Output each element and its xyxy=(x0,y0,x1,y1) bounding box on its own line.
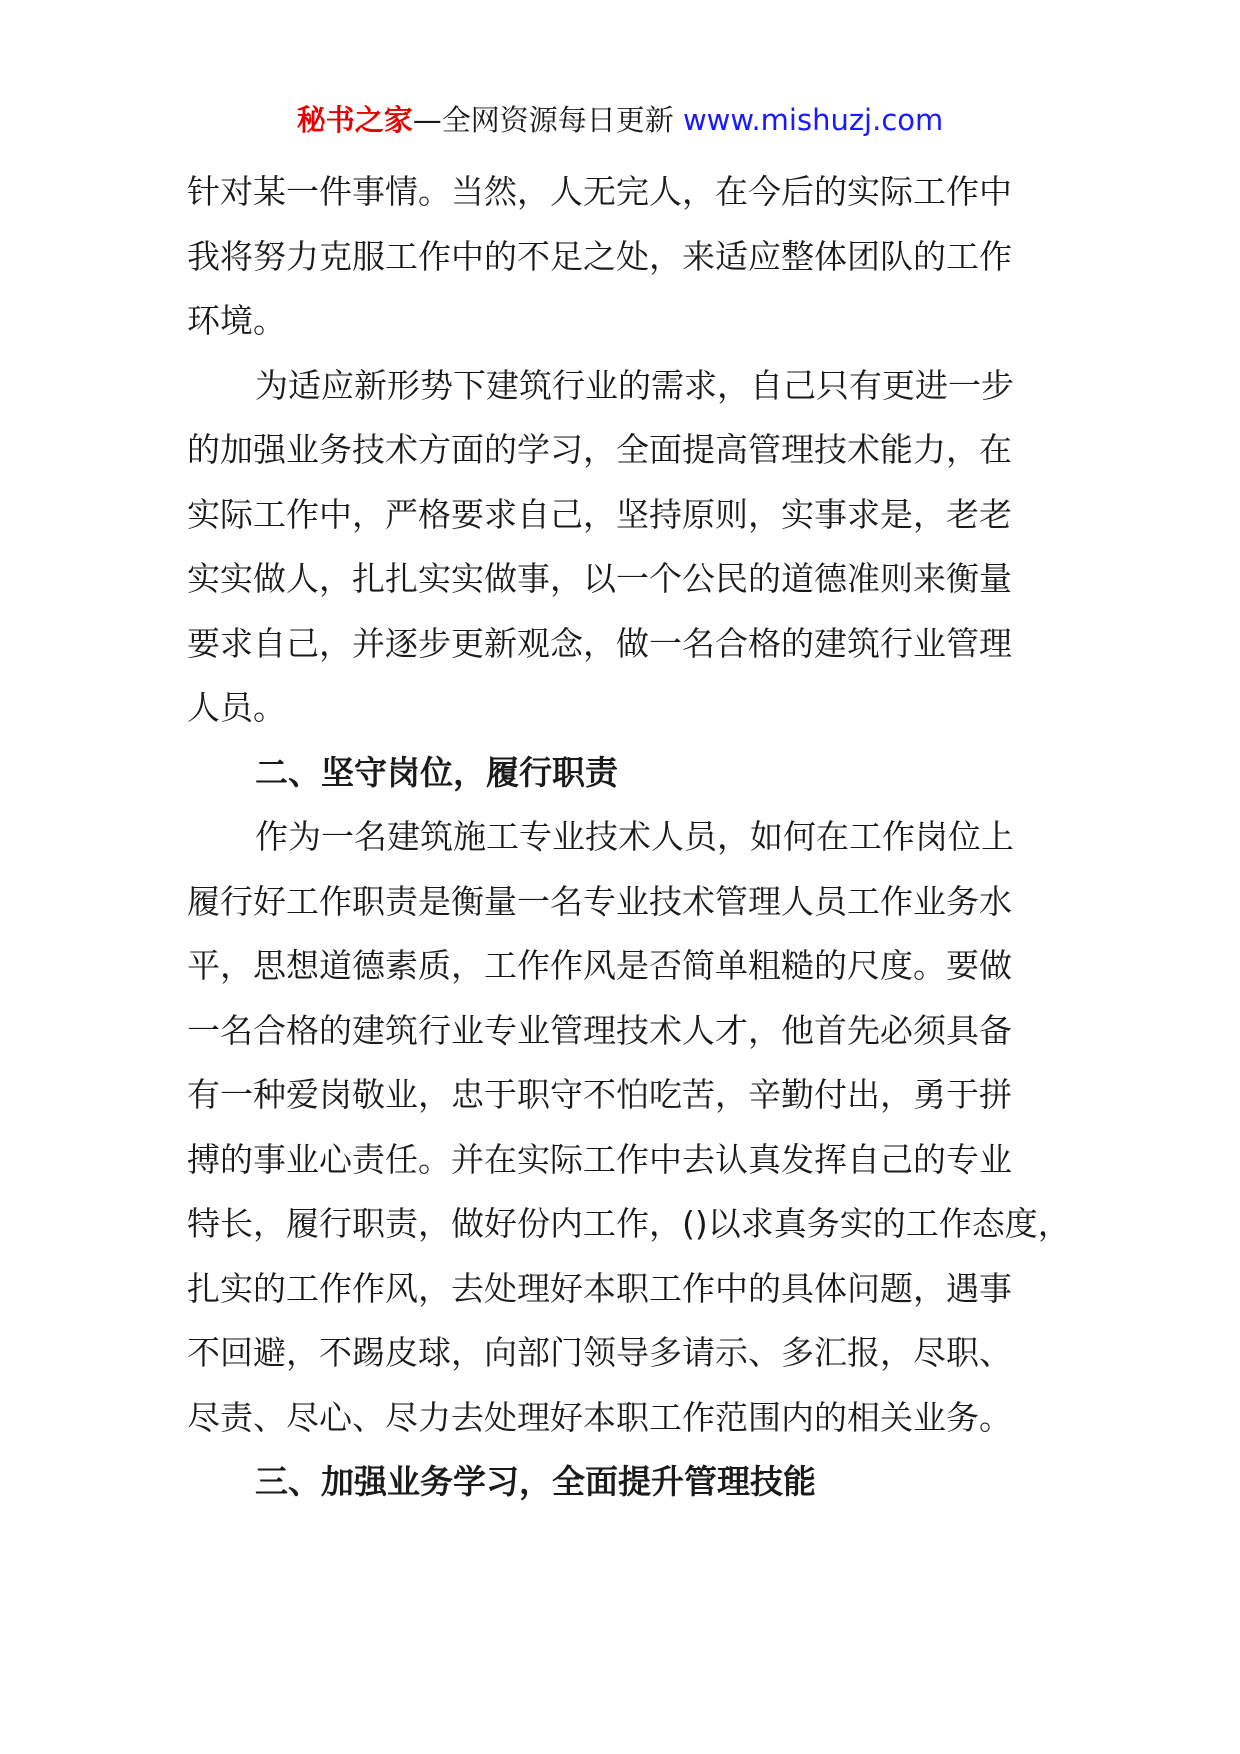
document-body xyxy=(187,160,1087,1515)
text-line: 搏的事业心责任。并在实际工作中去认真发挥自己的专业 xyxy=(187,1139,1012,1179)
text-line: 针对某一件事情。当然，人无完人，在今后的实际工作中 xyxy=(187,172,1012,211)
text-line: 为适应新形势下建筑行业的需求，自己只有更进一步 xyxy=(255,365,1014,405)
section-heading: 二、坚守岗位，履行职责 xyxy=(255,752,618,792)
text-line: 一名合格的建筑行业专业管理技术人才，他首先必须具备 xyxy=(187,1010,1012,1050)
text-line: 不回避，不踢皮球，向部门领导多请示、多汇报，尽职、 xyxy=(187,1333,1012,1372)
text-line: 有一种爱岗敬业，忠于职守不怕吃苦，辛勤付出，勇于拼 xyxy=(187,1075,1012,1114)
text-line: 尽责、尽心、尽力去处理好本职工作范围内的相关业务。 xyxy=(187,1397,1012,1437)
page-header xyxy=(0,100,1240,140)
text-line: 我将努力克服工作中的不足之处，来适应整体团队的工作 xyxy=(187,236,1012,276)
text-line: 人员。 xyxy=(187,688,286,727)
text-line: 环境。 xyxy=(187,301,286,340)
text-line: 特长，履行职责，做好份内工作，()以求真务实的工作态度， xyxy=(187,1204,1071,1243)
text-line: 要求自己，并逐步更新观念，做一名合格的建筑行业管理 xyxy=(187,623,1012,663)
text-line: 实际工作中，严格要求自己，坚持原则，实事求是，老老 xyxy=(187,494,1012,534)
text-line: 实实做人，扎扎实实做事，以一个公民的道德准则来衡量 xyxy=(187,559,1012,598)
brand-name: 秘书之家 xyxy=(296,103,413,137)
text-line: 履行好工作职责是衡量一名专业技术管理人员工作业务水 xyxy=(187,881,1012,921)
text-line: 扎实的工作作风，去处理好本职工作中的具体问题，遇事 xyxy=(187,1268,1012,1308)
section-heading: 三、加强业务学习，全面提升管理技能 xyxy=(255,1462,816,1501)
text-line: 作为一名建筑施工专业技术人员，如何在工作岗位上 xyxy=(255,817,1014,856)
website-link[interactable]: www.mishuzj.com xyxy=(682,103,944,137)
text-line: 的加强业务技术方面的学习，全面提高管理技术能力，在 xyxy=(187,430,1012,469)
header-slogan: —全网资源每日更新 xyxy=(412,103,674,137)
text-line: 平，思想道德素质，工作作风是否简单粗糙的尺度。要做 xyxy=(187,946,1012,985)
